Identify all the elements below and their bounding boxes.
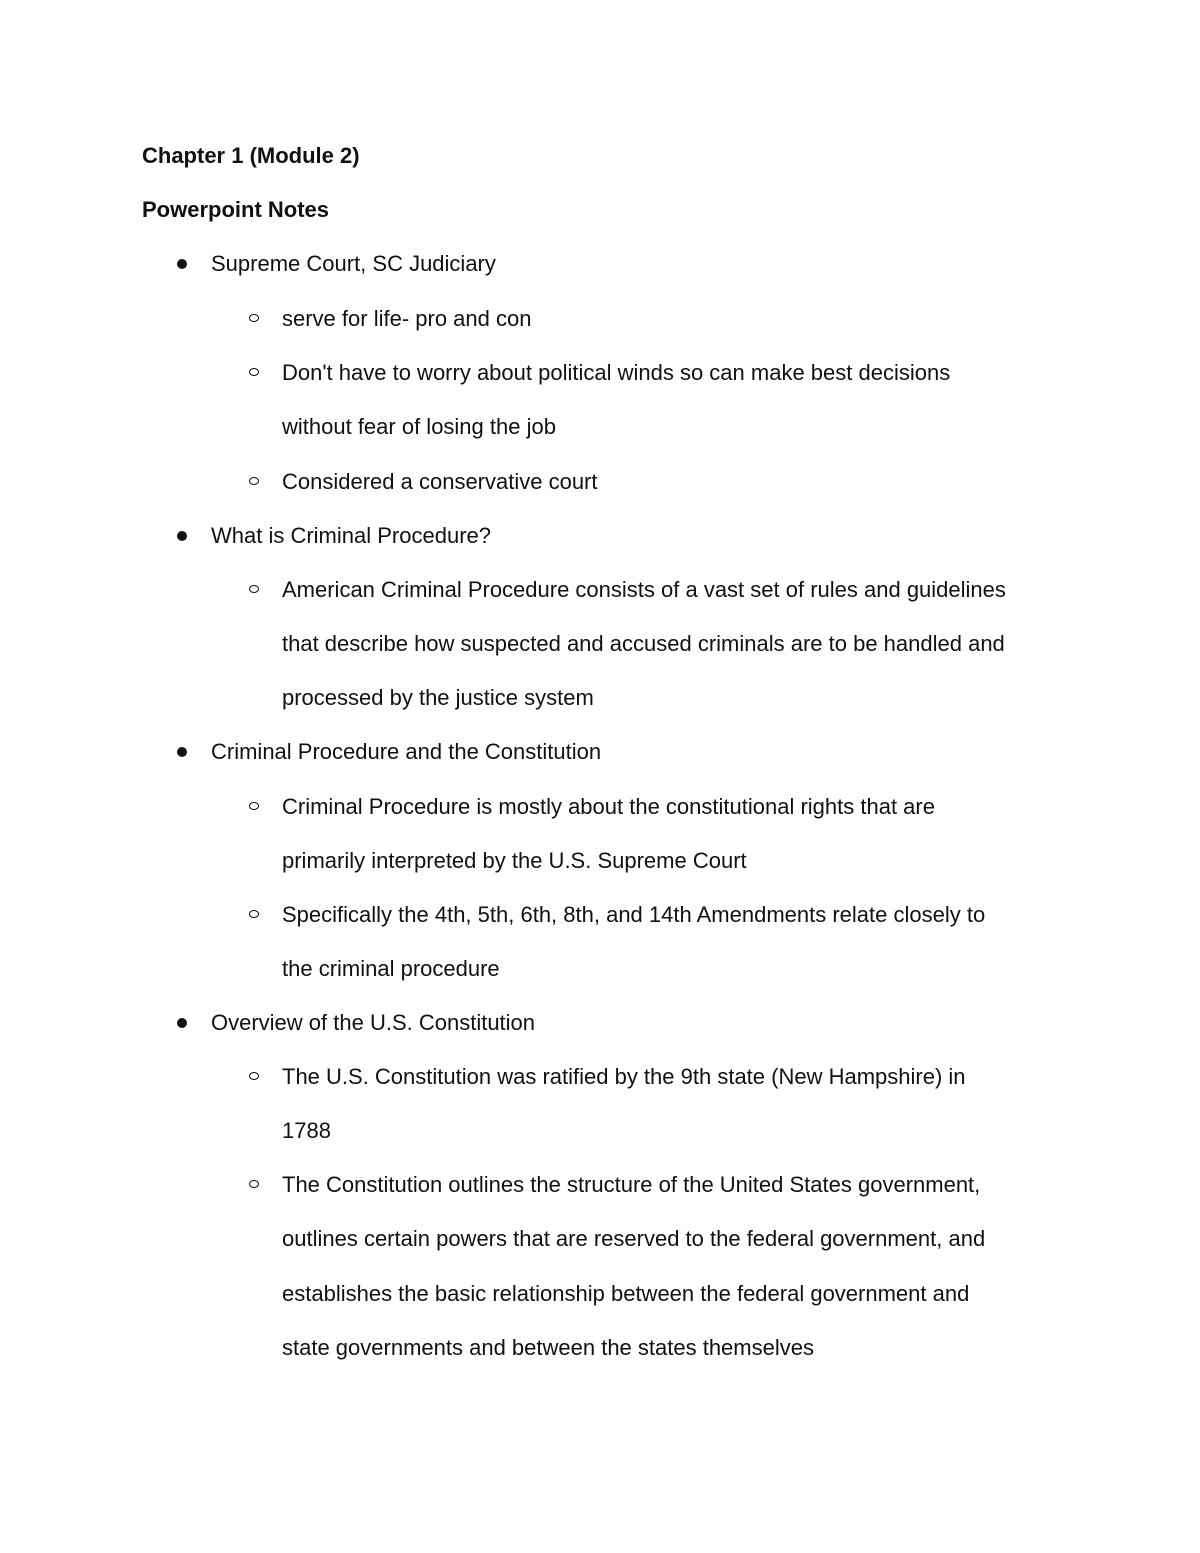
sub-list-item: The U.S. Constitution was ratified by the 9th state (New Hampshire) in: [282, 1064, 966, 1089]
sub-list-item-continuation: without fear of losing the job: [282, 414, 556, 439]
sub-list-item: serve for life- pro and con: [282, 306, 532, 331]
sub-list-item: Criminal Procedure is mostly about the constitutional rights that are: [282, 794, 935, 819]
bullet-disc-icon: [177, 531, 187, 541]
bullet-circle-icon: [249, 1072, 259, 1080]
sub-list-item: Don't have to worry about political winds so can make best decisions: [282, 360, 951, 385]
page-title: Chapter 1 (Module 2): [142, 143, 360, 168]
sub-list-item-continuation: primarily interpreted by the U.S. Supreme Court: [282, 848, 747, 873]
sub-list-item-continuation: state governments and between the states themselves: [282, 1335, 814, 1360]
sub-list-item-continuation: establishes the basic relationship between the federal government and: [282, 1281, 970, 1306]
sub-list-item-continuation: 1788: [282, 1118, 331, 1143]
bullet-disc-icon: [177, 1018, 187, 1028]
list-item: Criminal Procedure and the Constitution: [211, 739, 602, 764]
bullet-circle-icon: [249, 910, 259, 918]
bullet-circle-icon: [249, 314, 259, 322]
bullet-circle-icon: [249, 1180, 259, 1188]
bullet-circle-icon: [249, 802, 259, 810]
sub-list-item-continuation: the criminal procedure: [282, 956, 500, 981]
sub-list-item: Considered a conservative court: [282, 469, 598, 494]
bullet-disc-icon: [177, 259, 187, 269]
sub-list-item-continuation: outlines certain powers that are reserved to the federal government, and: [282, 1226, 986, 1251]
bullet-circle-icon: [249, 368, 259, 376]
bullet-circle-icon: [249, 585, 259, 593]
list-item: Overview of the U.S. Constitution: [211, 1010, 536, 1035]
bullet-disc-icon: [177, 747, 187, 757]
sub-list-item: Specifically the 4th, 5th, 6th, 8th, and 14th Amendments relate closely to: [282, 902, 986, 927]
sub-list-item-continuation: processed by the justice system: [282, 685, 594, 710]
section-heading: Powerpoint Notes: [142, 197, 330, 222]
sub-list-item: The Constitution outlines the structure of the United States government,: [282, 1172, 981, 1197]
list-item: What is Criminal Procedure?: [211, 523, 491, 548]
list-item: Supreme Court, SC Judiciary: [211, 251, 496, 276]
sub-list-item-continuation: that describe how suspected and accused criminals are to be handled and: [282, 631, 1005, 656]
bullet-circle-icon: [249, 477, 259, 485]
sub-list-item: American Criminal Procedure consists of a vast set of rules and guidelines: [282, 577, 1006, 602]
